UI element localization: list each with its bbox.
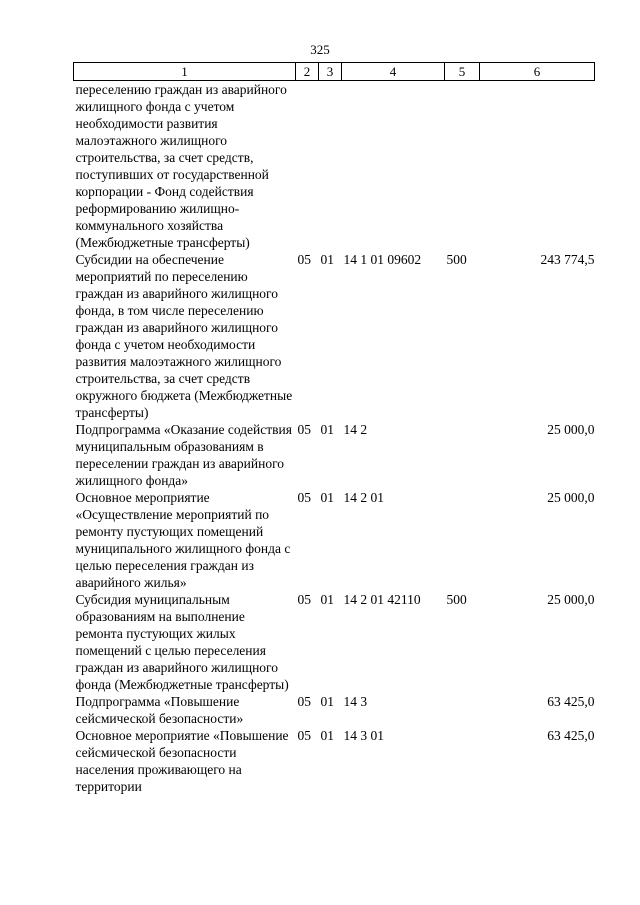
row-target-article: 14 2 01 (343, 490, 384, 505)
row-section: 05 (297, 728, 311, 743)
page-number: 325 (310, 42, 330, 57)
row-subsection: 01 (320, 694, 334, 709)
column-header-1: 1 (74, 63, 296, 81)
budget-table (73, 62, 595, 795)
table-row (74, 421, 595, 489)
row-target-article: 14 1 01 09602 (343, 252, 422, 267)
row-section (296, 81, 319, 252)
row-target-article: 14 2 (343, 422, 368, 437)
row-expense-type (445, 81, 480, 252)
row-name: Основное мероприятие «Осуществление мероприятий по ремонту пустующих помещений муниципального жилищного фонда с целью переселения граждан из аварийного жилья» (75, 490, 291, 590)
row-subsection: 01 (320, 490, 334, 505)
row-name: Подпрограмма «Оказание содействия муниципальным образованиям в переселении граждан из аварийного жилищного фонда» (75, 422, 292, 488)
row-amount: 25 000,0 (547, 592, 595, 607)
row-expense-type: 500 (446, 592, 467, 607)
row-amount: 25 000,0 (547, 422, 595, 437)
row-name: Субсидия муниципальным образованиям на выполнение ремонта пустующих жилых помещений с целью переселения граждан из аварийного жилищного фонда (Межбюджетные трансферты) (75, 592, 289, 692)
row-name: Основное мероприятие «Повышение сейсмической безопасности населения проживающего на территории (75, 728, 289, 794)
table-row (74, 693, 595, 727)
row-expense-type: 500 (446, 252, 467, 267)
row-section: 05 (297, 252, 311, 267)
row-section: 05 (297, 694, 311, 709)
row-name: Субсидии на обеспечение мероприятий по переселению граждан из аварийного жилищного фонда, в том числе переселению граждан из аварийного жилищного фонда с учетом необходимости развития малоэтажного жилищного строительства, за счет средств окружного бюджета (Межбюджетные трансферты) (75, 252, 293, 420)
row-subsection: 01 (320, 252, 334, 267)
column-header-4: 4 (342, 63, 445, 81)
row-target-article: 14 3 01 (343, 728, 384, 743)
column-header-2: 2 (296, 63, 319, 81)
row-expense-type (445, 727, 480, 795)
row-name: Подпрограмма «Повышение сейсмической безопасности» (75, 694, 244, 726)
row-expense-type (445, 421, 480, 489)
row-expense-type (445, 693, 480, 727)
table-row (74, 591, 595, 693)
table-row (74, 727, 595, 795)
column-header-5: 5 (445, 63, 480, 81)
row-subsection: 01 (320, 728, 334, 743)
table-row (74, 489, 595, 591)
row-subsection: 01 (320, 422, 334, 437)
row-target-article: 14 3 (343, 694, 368, 709)
row-section: 05 (297, 592, 311, 607)
row-target-article: 14 2 01 42110 (343, 592, 421, 607)
row-amount: 63 425,0 (547, 728, 595, 743)
row-subsection (319, 81, 342, 252)
row-name: переселению граждан из аварийного жилищного фонда с учетом необходимости развития малоэтажного жилищного строительства, за счет средств, поступивших от государственной корпорации - Фонд содействия реформированию жилищно-коммунального хозяйства (Межбюджетные трансферты) (75, 82, 287, 250)
table-row (74, 81, 595, 252)
column-header-6: 6 (480, 63, 595, 81)
row-section: 05 (297, 422, 311, 437)
column-header-3: 3 (319, 63, 342, 81)
row-amount: 63 425,0 (547, 694, 595, 709)
row-section: 05 (297, 490, 311, 505)
row-amount: 243 774,5 (540, 252, 595, 267)
table-row (74, 251, 595, 421)
row-amount: 25 000,0 (547, 490, 595, 505)
column-number-header-row (74, 63, 595, 81)
row-subsection: 01 (320, 592, 334, 607)
row-target-article (342, 81, 445, 252)
row-amount (480, 81, 595, 252)
row-expense-type (445, 489, 480, 591)
